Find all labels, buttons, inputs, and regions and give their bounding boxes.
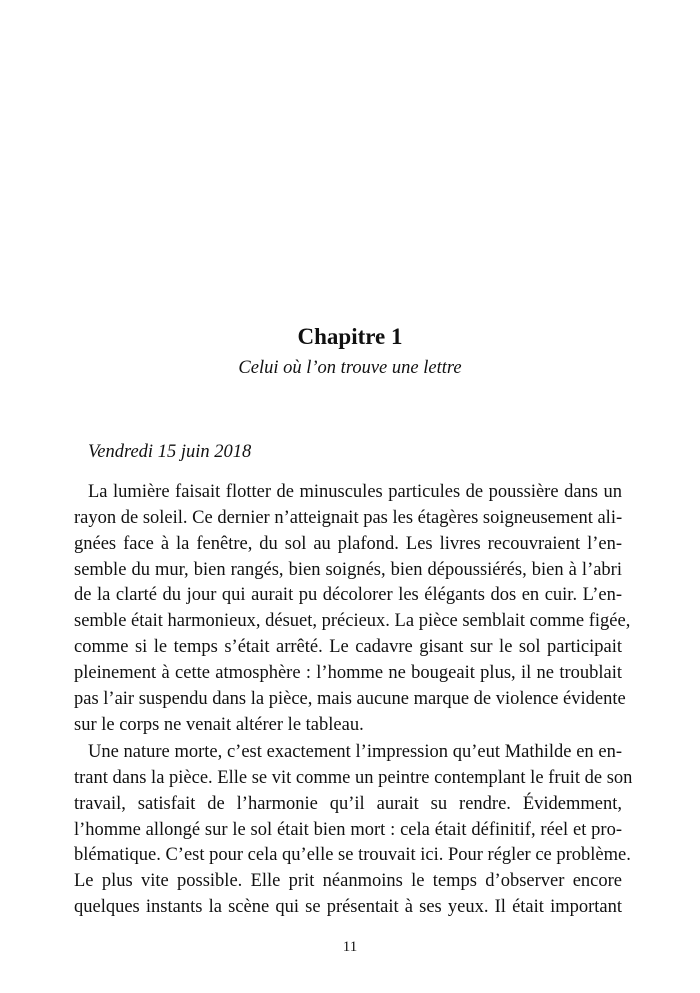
paragraph-line: Le plus vite possible. Elle prit néanmoins le temps d’observer encore	[74, 871, 622, 892]
chapter-subtitle: Celui où l’on trouve une lettre	[238, 358, 462, 378]
paragraph-line: sur le corps ne venait altérer le tableau.	[74, 714, 364, 735]
paragraph-line: Une nature morte, c’est exactement l’impression qu’eut Mathilde en en-	[88, 742, 622, 762]
dateline: Vendredi 15 juin 2018	[88, 442, 252, 462]
chapter-title: Chapitre 1	[297, 324, 403, 349]
paragraph-line: de la clarté du jour qui aurait pu décolorer les élégants dos en cuir. L’en-	[74, 585, 622, 606]
paragraph-line: semble était harmonieux, désuet, précieux. La pièce semblait comme figée,	[74, 611, 631, 632]
paragraph-2	[74, 740, 633, 921]
paragraph-line: semble du mur, bien rangés, bien soignés, bien dépoussiérés, bien à l’abri	[74, 559, 622, 580]
paragraph-line: gnées face à la fenêtre, du sol au plafond. Les livres recouvraient l’en-	[74, 533, 622, 554]
paragraph-line: quelques instants la scène qui se présentait à ses yeux. Il était important	[74, 897, 622, 918]
paragraph-line: La lumière faisait flotter de minuscules particules de poussière dans un	[88, 482, 622, 502]
paragraph-1	[74, 480, 631, 738]
paragraph-line: travail, satisfait de l’harmonie qu’il aurait su rendre. Évidemment,	[74, 793, 622, 814]
paragraph-line: pleinement à cette atmosphère : l’homme ne bougeait plus, il ne troublait	[74, 662, 622, 683]
page-number: 11	[342, 939, 358, 955]
paragraph-line: rayon de soleil. Ce dernier n’atteignait pas les étagères soigneusement ali-	[74, 507, 623, 528]
paragraph-line: comme si le temps s’était arrêté. Le cadavre gisant sur le sol participait	[74, 637, 622, 658]
paragraph-line: trant dans la pièce. Elle se vit comme un peintre contemplant le fruit de son	[74, 767, 633, 788]
paragraph-line: l’homme allongé sur le sol était bien mort : cela était définitif, réel et pro-	[74, 819, 622, 840]
paragraph-line: blématique. C’est pour cela qu’elle se trouvait ici. Pour régler ce problème.	[74, 845, 631, 866]
paragraph-line: pas l’air suspendu dans la pièce, mais aucune marque de violence évidente	[74, 688, 626, 709]
